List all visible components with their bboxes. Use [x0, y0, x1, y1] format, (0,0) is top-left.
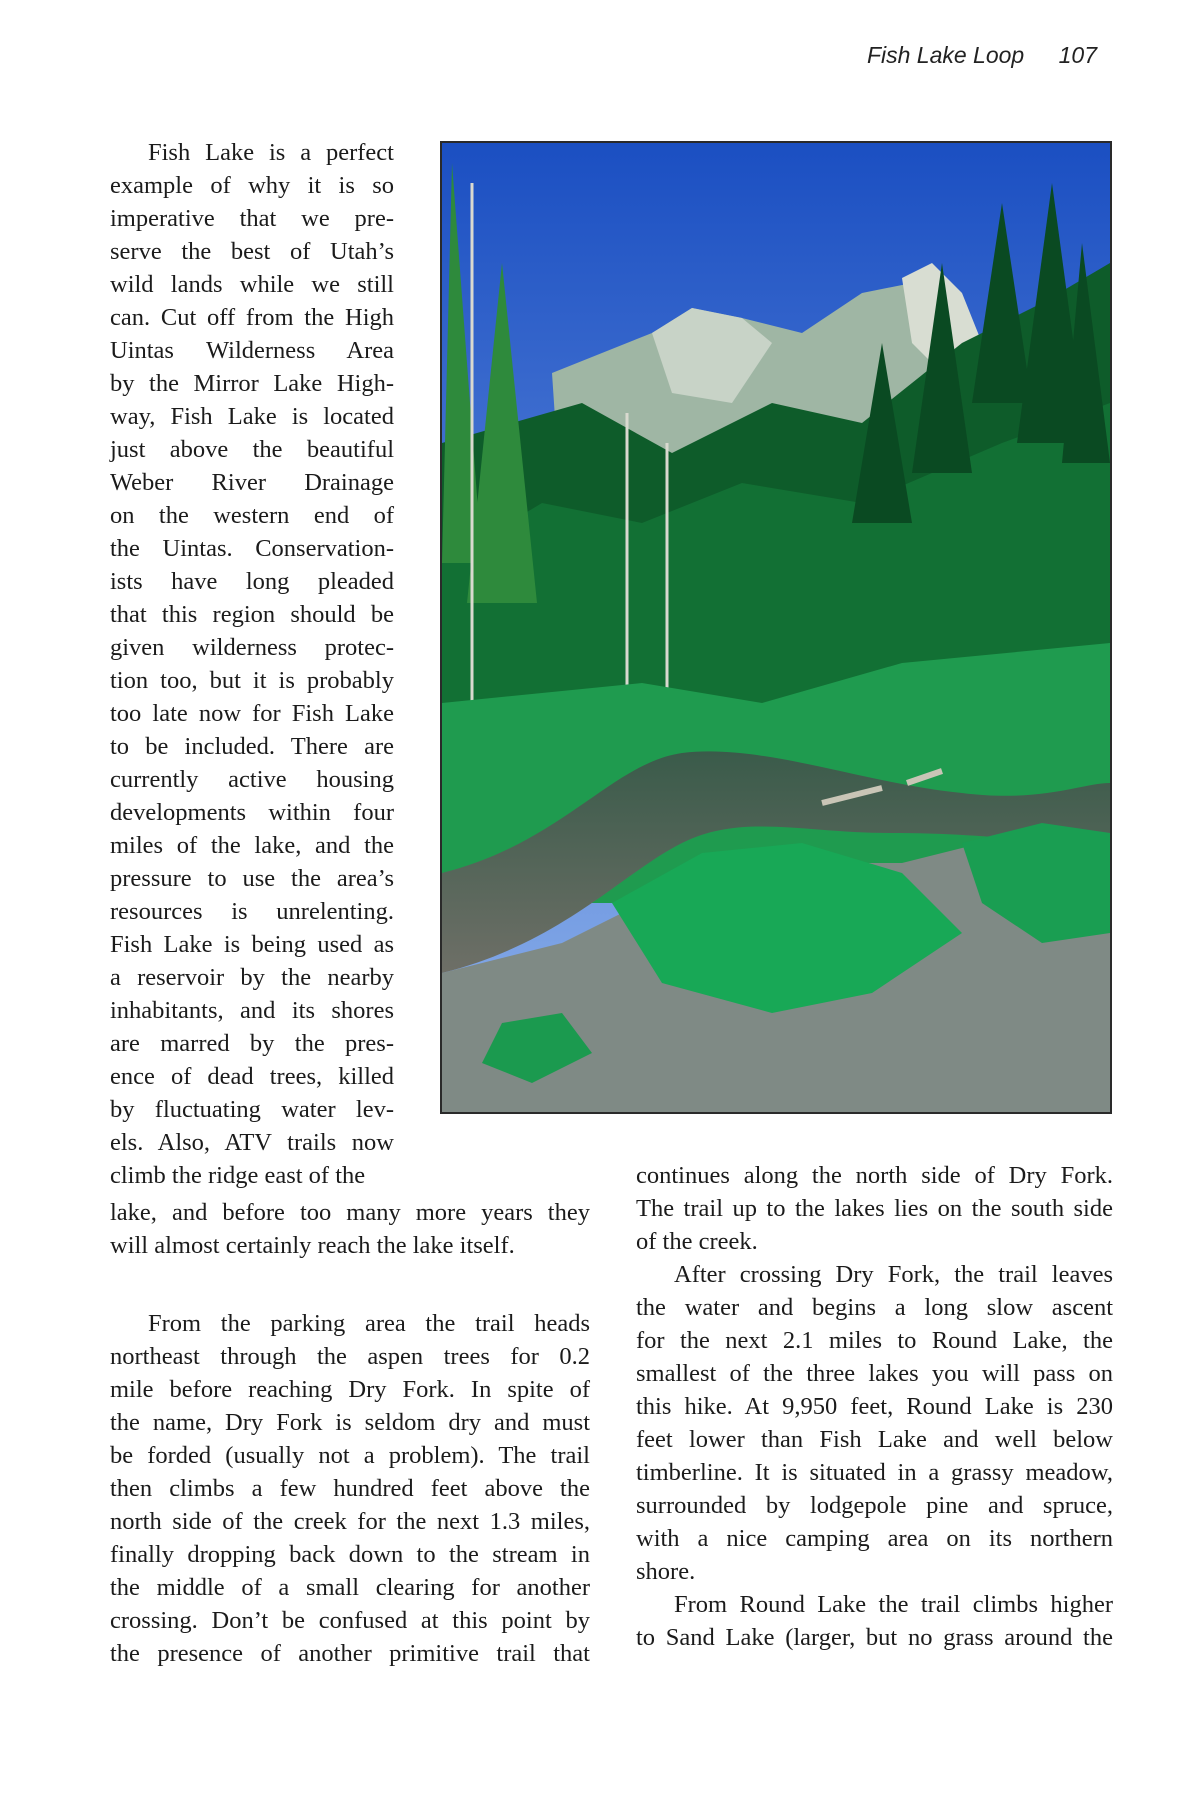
paragraph-line: Uintas Wilderness Area [110, 337, 394, 364]
paragraph-line: ence of dead trees, killed [110, 1063, 394, 1090]
paragraph-line: finally dropping back down to the stream in [110, 1541, 590, 1568]
paragraph-line: this hike. At 9,950 feet, Round Lake is 230 [636, 1393, 1113, 1420]
mountain-stream-photo [440, 141, 1112, 1114]
section-title: Fish Lake Loop [866, 42, 1025, 68]
paragraph-line: by the Mirror Lake High- [110, 370, 394, 397]
paragraph-line: to be included. There are [110, 733, 394, 760]
paragraph-line: are marred by the pres- [110, 1030, 394, 1057]
paragraph-line: lake, and before too many more years they [110, 1199, 590, 1226]
paragraph-line: Fish Lake is a perfect [148, 139, 394, 166]
paragraph-line: way, Fish Lake is located [110, 403, 394, 430]
paragraph-line: climb the ridge east of the [110, 1162, 366, 1189]
paragraph-line: continues along the north side of Dry Fork. [636, 1162, 1113, 1189]
paragraph-line: the water and begins a long slow ascent [636, 1294, 1113, 1321]
paragraph-line: can. Cut off from the High [110, 304, 394, 331]
paragraph-line: just above the beautiful [110, 436, 394, 463]
paragraph-line: Fish Lake is being used as [110, 931, 394, 958]
left-column-narrow [110, 136, 394, 1192]
paragraph-line: els. Also, ATV trails now [110, 1129, 394, 1156]
paragraph-line: ists have long pleaded [110, 568, 394, 595]
paragraph-line: will almost certainly reach the lake itself. [110, 1232, 515, 1259]
paragraph-line: northeast through the aspen trees for 0.2 [110, 1343, 590, 1370]
paragraph-line: example of why it is so [110, 172, 394, 199]
paragraph-line: of the creek. [636, 1228, 758, 1255]
paragraph-line: developments within four [110, 799, 394, 826]
paragraph-line: surrounded by lodgepole pine and spruce, [636, 1492, 1113, 1519]
paragraph-line: serve the best of Utah’s [110, 238, 394, 265]
paragraph-line: the presence of another primitive trail that [110, 1640, 590, 1667]
paragraph-line: be forded (usually not a problem). The trail [110, 1442, 590, 1469]
paragraph-line: From the parking area the trail heads [148, 1310, 590, 1337]
paragraph-line: Weber River Drainage [110, 469, 394, 496]
left-column-trail-paragraph [110, 1307, 590, 1670]
paragraph-line: the Uintas. Conservation- [110, 535, 394, 562]
page-number: 107 [1058, 42, 1097, 68]
paragraph-line: too late now for Fish Lake [110, 700, 394, 727]
paragraph-line: north side of the creek for the next 1.3 miles, [110, 1508, 590, 1535]
paragraph-line: pressure to use the area’s [110, 865, 394, 892]
right-column [636, 1159, 1113, 1654]
paragraph-line: the middle of a small clearing for another [110, 1574, 590, 1601]
paragraph-line: to Sand Lake (larger, but no grass around the [636, 1624, 1113, 1651]
paragraph-line: given wilderness protec- [110, 634, 394, 661]
paragraph-line: The trail up to the lakes lies on the south side [636, 1195, 1113, 1222]
paragraph-line: inhabitants, and its shores [110, 997, 394, 1024]
running-head [867, 42, 1097, 69]
paragraph-line: feet lower than Fish Lake and well below [636, 1426, 1113, 1453]
paragraph-line: smallest of the three lakes you will pass on [636, 1360, 1113, 1387]
paragraph-line: miles of the lake, and the [110, 832, 394, 859]
paragraph-line: After crossing Dry Fork, the trail leaves [674, 1261, 1113, 1288]
paragraph-line: timberline. It is situated in a grassy meadow, [636, 1459, 1113, 1486]
paragraph-line: crossing. Don’t be confused at this point by [110, 1607, 590, 1634]
paragraph-line: mile before reaching Dry Fork. In spite of [110, 1376, 590, 1403]
left-column-continuation [110, 1196, 590, 1262]
paragraph-line: with a nice camping area on its northern [636, 1525, 1113, 1552]
paragraph-line: wild lands while we still [110, 271, 394, 298]
paragraph-line: imperative that we pre- [110, 205, 394, 232]
paragraph-line: then climbs a few hundred feet above the [110, 1475, 590, 1502]
paragraph-line: shore. [636, 1558, 696, 1585]
paragraph-line: resources is unrelenting. [110, 898, 394, 925]
paragraph-line: From Round Lake the trail climbs higher [674, 1591, 1113, 1618]
paragraph-line: that this region should be [110, 601, 394, 628]
paragraph-line: by fluctuating water lev- [110, 1096, 394, 1123]
paragraph-line: a reservoir by the nearby [110, 964, 394, 991]
paragraph-line: tion too, but it is probably [110, 667, 394, 694]
paragraph-line: currently active housing [110, 766, 394, 793]
paragraph-line: on the western end of [110, 502, 394, 529]
paragraph-line: for the next 2.1 miles to Round Lake, the [636, 1327, 1113, 1354]
paragraph-line: the name, Dry Fork is seldom dry and must [110, 1409, 590, 1436]
